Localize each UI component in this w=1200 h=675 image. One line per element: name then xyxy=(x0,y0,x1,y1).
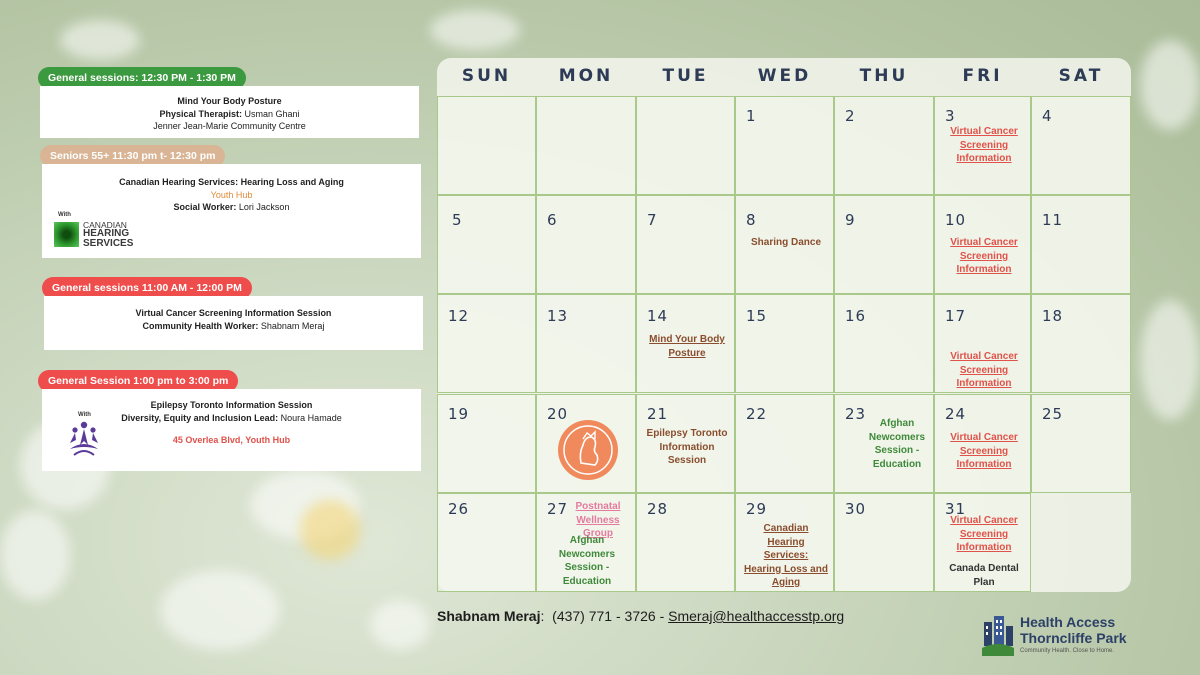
calendar-day-16 xyxy=(834,294,934,393)
calendar-day-22 xyxy=(735,394,834,493)
day-number: 8 xyxy=(746,211,757,229)
contact-name: Shabnam Meraj xyxy=(437,608,541,624)
session-title: Epilepsy Toronto Information Session xyxy=(150,400,313,410)
calendar-day-2 xyxy=(834,96,934,195)
health-access-logo-mark xyxy=(982,612,1014,656)
calendar-event[interactable]: Canadian Hearing Services: Hearing Loss and Aging xyxy=(744,523,828,588)
logo-word-services: SERVICES xyxy=(83,238,134,249)
calendar-day-6 xyxy=(536,195,636,294)
logo-line-2: Thorncliffe Park xyxy=(1020,630,1127,646)
session-card-posture xyxy=(40,86,419,138)
day-number: 26 xyxy=(448,500,470,518)
session-time-pill: General sessions 11:00 AM - 12:00 PM xyxy=(42,277,252,299)
calendar-event[interactable]: Virtual Cancer Screening Information xyxy=(950,351,1018,389)
day-number: 19 xyxy=(448,405,470,423)
calendar-day-19 xyxy=(437,394,536,493)
calendar-empty-cell xyxy=(437,96,536,195)
calendar-day-29 xyxy=(735,493,834,592)
speaker-name: Noura Hamade xyxy=(280,412,342,423)
calendar-empty-cell xyxy=(536,96,636,195)
calendar-empty-cell xyxy=(1031,493,1131,592)
session-title: Virtual Cancer Screening Information Session xyxy=(135,308,332,318)
calendar-day-20 xyxy=(536,394,636,493)
day-number: 15 xyxy=(746,307,768,325)
day-number: 4 xyxy=(1042,107,1053,125)
day-number: 11 xyxy=(1042,211,1064,229)
calendar-day-9 xyxy=(834,195,934,294)
speaker-role: Physical Therapist: xyxy=(159,108,242,119)
epilepsy-toronto-logo xyxy=(66,419,102,461)
contact-footer xyxy=(437,608,844,624)
session-card-epilepsy xyxy=(42,389,421,471)
calendar-day-21 xyxy=(636,394,735,493)
calendar-day-5 xyxy=(437,195,536,294)
day-number: 30 xyxy=(845,500,867,518)
day-number: 14 xyxy=(647,307,669,325)
session-title: Canadian Hearing Services: Hearing Loss and Aging xyxy=(119,177,344,187)
dow-sat: SAT xyxy=(1058,66,1104,86)
calendar-event[interactable]: Postnatal Wellness Group xyxy=(575,501,621,539)
day-number: 16 xyxy=(845,307,867,325)
calendar-day-7 xyxy=(636,195,735,294)
session-card-hearing xyxy=(42,164,421,258)
day-number: 22 xyxy=(746,405,768,423)
calendar-day-23 xyxy=(834,394,934,493)
dow-thu: THU xyxy=(859,66,909,86)
calendar-day-31 xyxy=(934,493,1031,592)
with-label: With xyxy=(58,212,71,218)
stamp-seal-icon xyxy=(557,419,619,481)
contact-email[interactable]: Smeraj@healthaccesstp.org xyxy=(668,608,845,624)
day-number: 24 xyxy=(945,405,967,423)
calendar-event[interactable]: Virtual Cancer Screening Information xyxy=(950,432,1018,470)
dow-fri: FRI xyxy=(962,66,1003,86)
session-time-pill: Seniors 55+ 11:30 pm t- 12:30 pm xyxy=(40,145,225,167)
speaker-role: Community Health Worker: xyxy=(142,320,259,331)
calendar-day-14 xyxy=(636,294,735,393)
calendar-event: Epilepsy Toronto Information Session xyxy=(646,428,728,466)
speaker-name: Shabnam Meraj xyxy=(260,320,325,331)
day-number: 13 xyxy=(547,307,569,325)
calendar-day-3 xyxy=(934,96,1031,195)
logo-line-1: Health Access xyxy=(1020,614,1116,630)
with-label: With xyxy=(78,412,91,418)
calendar-day-30 xyxy=(834,493,934,592)
session-time-pill: General sessions: 12:30 PM - 1:30 PM xyxy=(38,67,246,89)
calendar-day-1 xyxy=(735,96,834,195)
session-time-pill: General Session 1:00 pm to 3:00 pm xyxy=(38,370,238,392)
logo-word-canadian: CANADIAN xyxy=(83,220,127,230)
day-number: 21 xyxy=(647,405,669,423)
day-number: 18 xyxy=(1042,307,1064,325)
session-venue: Youth Hub xyxy=(210,189,253,200)
calendar-event: Afghan Newcomers Session - Education xyxy=(558,535,616,587)
calendar-day-24 xyxy=(934,394,1031,493)
session-venue: Jenner Jean-Marie Community Centre xyxy=(153,121,306,131)
day-number: 17 xyxy=(945,307,967,325)
session-title: Mind Your Body Posture xyxy=(177,96,282,106)
speaker-role: Diversity, Equity and Inclusion Lead: xyxy=(121,412,279,423)
calendar-event[interactable]: Virtual Cancer Screening Information xyxy=(950,237,1018,275)
day-number: 3 xyxy=(945,107,956,125)
calendar-day-12 xyxy=(437,294,536,393)
day-number: 28 xyxy=(647,500,669,518)
calendar-day-18 xyxy=(1031,294,1131,393)
speaker-name: Usman Ghani xyxy=(244,108,300,119)
calendar-event[interactable]: Virtual Cancer Screening Information xyxy=(950,126,1018,164)
day-number: 2 xyxy=(845,107,856,125)
session-card-cancer xyxy=(44,296,423,350)
day-number: 1 xyxy=(746,107,757,125)
dow-tue: TUE xyxy=(662,66,709,86)
calendar-day-25 xyxy=(1031,394,1131,493)
day-number: 10 xyxy=(945,211,967,229)
contact-separator: : xyxy=(540,608,545,624)
calendar-day-17 xyxy=(934,294,1031,393)
calendar-day-10 xyxy=(934,195,1031,294)
calendar-event: Afghan Newcomers Session - Education xyxy=(868,418,926,470)
day-number: 27 xyxy=(547,500,569,518)
canadian-hearing-services-logo xyxy=(54,221,154,249)
calendar-day-28 xyxy=(636,493,735,592)
dow-sun: SUN xyxy=(461,66,512,86)
day-number: 12 xyxy=(448,307,470,325)
calendar-event[interactable]: Mind Your Body Posture xyxy=(649,334,725,359)
calendar-day-27 xyxy=(536,493,636,592)
speaker-name: Lori Jackson xyxy=(238,202,290,212)
calendar-day-26 xyxy=(437,493,536,592)
calendar-event: Sharing Dance xyxy=(750,237,822,248)
dow-mon: MON xyxy=(558,66,614,86)
day-number: 25 xyxy=(1042,405,1064,423)
calendar-day-8 xyxy=(735,195,834,294)
day-number: 31 xyxy=(945,500,967,518)
day-number: 6 xyxy=(547,211,558,229)
day-number: 23 xyxy=(845,405,867,423)
calendar-event: Canada Dental Plan xyxy=(949,563,1019,588)
health-access-logo-text xyxy=(1020,614,1127,654)
session-address: 45 Overlea Blvd, Youth Hub xyxy=(172,435,291,445)
day-number: 20 xyxy=(547,405,569,423)
logo-tagline: Community Health. Close to Home. xyxy=(1020,648,1115,654)
day-number: 9 xyxy=(845,211,856,229)
speaker-role: Social Worker: xyxy=(173,202,237,212)
calendar-day-15 xyxy=(735,294,834,393)
calendar-empty-cell xyxy=(636,96,735,195)
contact-phone: (437) 771 - 3726 - xyxy=(552,608,665,624)
day-number: 5 xyxy=(452,211,463,229)
calendar-day-11 xyxy=(1031,195,1131,294)
calendar-day-4 xyxy=(1031,96,1131,195)
calendar-day-13 xyxy=(536,294,636,393)
day-number: 29 xyxy=(746,500,768,518)
calendar-event[interactable]: Virtual Cancer Screening Information xyxy=(950,515,1018,553)
day-number: 7 xyxy=(647,211,658,229)
logo-word-hearing: HEARING xyxy=(83,228,130,239)
dow-wed: WED xyxy=(757,66,812,86)
